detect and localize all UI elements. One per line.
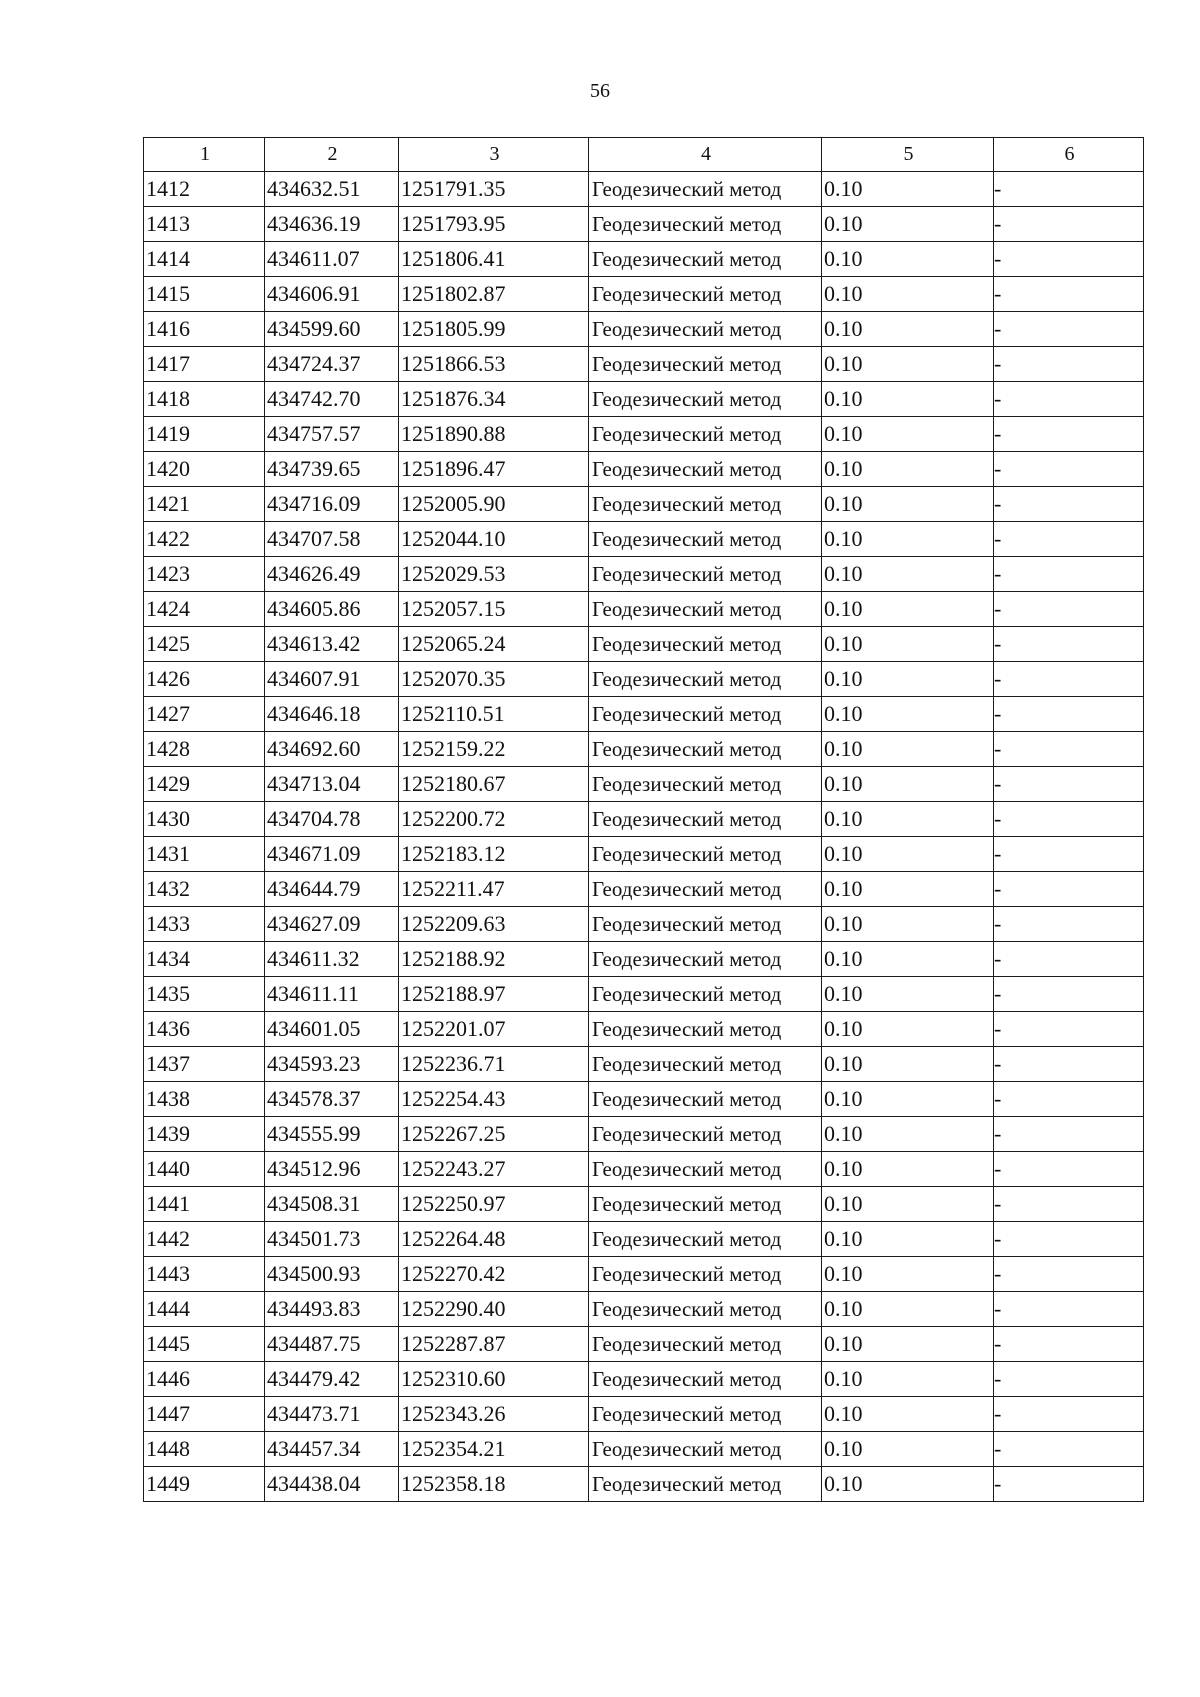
note-cell: - bbox=[994, 277, 1144, 312]
method-cell: Геодезический метод bbox=[589, 347, 822, 382]
point-number-cell: 1417 bbox=[144, 347, 265, 382]
method-cell: Геодезический метод bbox=[589, 767, 822, 802]
method-cell: Геодезический метод bbox=[589, 1257, 822, 1292]
note-cell: - bbox=[994, 1117, 1144, 1152]
y-coordinate-cell: 1252070.35 bbox=[399, 662, 589, 697]
table-row bbox=[144, 942, 1144, 977]
accuracy-cell: 0.10 bbox=[822, 872, 994, 907]
x-coordinate-cell: 434508.31 bbox=[265, 1187, 399, 1222]
accuracy-cell: 0.10 bbox=[822, 1257, 994, 1292]
table-header-row bbox=[144, 138, 1144, 172]
table-row bbox=[144, 592, 1144, 627]
accuracy-cell: 0.10 bbox=[822, 452, 994, 487]
table-row bbox=[144, 557, 1144, 592]
table-row bbox=[144, 1397, 1144, 1432]
accuracy-cell: 0.10 bbox=[822, 557, 994, 592]
table-row bbox=[144, 487, 1144, 522]
point-number-cell: 1440 bbox=[144, 1152, 265, 1187]
y-coordinate-cell: 1252183.12 bbox=[399, 837, 589, 872]
method-cell: Геодезический метод bbox=[589, 172, 822, 207]
point-number-cell: 1416 bbox=[144, 312, 265, 347]
table-row bbox=[144, 1117, 1144, 1152]
note-cell: - bbox=[994, 662, 1144, 697]
page-number: 56 bbox=[590, 80, 610, 102]
method-cell: Геодезический метод bbox=[589, 1362, 822, 1397]
accuracy-cell: 0.10 bbox=[822, 1187, 994, 1222]
table-row bbox=[144, 697, 1144, 732]
table-row bbox=[144, 1222, 1144, 1257]
note-cell: - bbox=[994, 697, 1144, 732]
point-number-cell: 1423 bbox=[144, 557, 265, 592]
x-coordinate-cell: 434611.32 bbox=[265, 942, 399, 977]
method-cell: Геодезический метод bbox=[589, 1047, 822, 1082]
x-coordinate-cell: 434607.91 bbox=[265, 662, 399, 697]
y-coordinate-cell: 1251791.35 bbox=[399, 172, 589, 207]
method-cell: Геодезический метод bbox=[589, 1327, 822, 1362]
table-row bbox=[144, 977, 1144, 1012]
x-coordinate-cell: 434605.86 bbox=[265, 592, 399, 627]
x-coordinate-cell: 434626.49 bbox=[265, 557, 399, 592]
point-number-cell: 1413 bbox=[144, 207, 265, 242]
note-cell: - bbox=[994, 1397, 1144, 1432]
point-number-cell: 1445 bbox=[144, 1327, 265, 1362]
accuracy-cell: 0.10 bbox=[822, 1117, 994, 1152]
x-coordinate-cell: 434512.96 bbox=[265, 1152, 399, 1187]
accuracy-cell: 0.10 bbox=[822, 802, 994, 837]
table-row bbox=[144, 242, 1144, 277]
note-cell: - bbox=[994, 732, 1144, 767]
y-coordinate-cell: 1251802.87 bbox=[399, 277, 589, 312]
point-number-cell: 1447 bbox=[144, 1397, 265, 1432]
note-cell: - bbox=[994, 1362, 1144, 1397]
y-coordinate-cell: 1251866.53 bbox=[399, 347, 589, 382]
note-cell: - bbox=[994, 1327, 1144, 1362]
point-number-cell: 1426 bbox=[144, 662, 265, 697]
note-cell: - bbox=[994, 767, 1144, 802]
note-cell: - bbox=[994, 557, 1144, 592]
note-cell: - bbox=[994, 942, 1144, 977]
x-coordinate-cell: 434644.79 bbox=[265, 872, 399, 907]
method-cell: Геодезический метод bbox=[589, 522, 822, 557]
x-coordinate-cell: 434611.11 bbox=[265, 977, 399, 1012]
point-number-cell: 1428 bbox=[144, 732, 265, 767]
method-cell: Геодезический метод bbox=[589, 907, 822, 942]
y-coordinate-cell: 1251793.95 bbox=[399, 207, 589, 242]
table-row bbox=[144, 452, 1144, 487]
x-coordinate-cell: 434599.60 bbox=[265, 312, 399, 347]
note-cell: - bbox=[994, 207, 1144, 242]
table-row bbox=[144, 1152, 1144, 1187]
table-row bbox=[144, 1467, 1144, 1502]
method-cell: Геодезический метод bbox=[589, 1467, 822, 1502]
note-cell: - bbox=[994, 1257, 1144, 1292]
y-coordinate-cell: 1252044.10 bbox=[399, 522, 589, 557]
x-coordinate-cell: 434646.18 bbox=[265, 697, 399, 732]
x-coordinate-cell: 434479.42 bbox=[265, 1362, 399, 1397]
y-coordinate-cell: 1252201.07 bbox=[399, 1012, 589, 1047]
accuracy-cell: 0.10 bbox=[822, 907, 994, 942]
point-number-cell: 1412 bbox=[144, 172, 265, 207]
method-cell: Геодезический метод bbox=[589, 1292, 822, 1327]
method-cell: Геодезический метод bbox=[589, 557, 822, 592]
y-coordinate-cell: 1252354.21 bbox=[399, 1432, 589, 1467]
point-number-cell: 1422 bbox=[144, 522, 265, 557]
point-number-cell: 1435 bbox=[144, 977, 265, 1012]
note-cell: - bbox=[994, 627, 1144, 662]
accuracy-cell: 0.10 bbox=[822, 1292, 994, 1327]
table-row bbox=[144, 172, 1144, 207]
note-cell: - bbox=[994, 172, 1144, 207]
x-coordinate-cell: 434757.57 bbox=[265, 417, 399, 452]
accuracy-cell: 0.10 bbox=[822, 942, 994, 977]
accuracy-cell: 0.10 bbox=[822, 1327, 994, 1362]
accuracy-cell: 0.10 bbox=[822, 767, 994, 802]
method-cell: Геодезический метод bbox=[589, 732, 822, 767]
point-number-cell: 1418 bbox=[144, 382, 265, 417]
x-coordinate-cell: 434742.70 bbox=[265, 382, 399, 417]
accuracy-cell: 0.10 bbox=[822, 1012, 994, 1047]
point-number-cell: 1442 bbox=[144, 1222, 265, 1257]
point-number-cell: 1414 bbox=[144, 242, 265, 277]
column-header: 4 bbox=[589, 138, 822, 172]
y-coordinate-cell: 1252254.43 bbox=[399, 1082, 589, 1117]
x-coordinate-cell: 434487.75 bbox=[265, 1327, 399, 1362]
x-coordinate-cell: 434636.19 bbox=[265, 207, 399, 242]
note-cell: - bbox=[994, 312, 1144, 347]
method-cell: Геодезический метод bbox=[589, 1432, 822, 1467]
accuracy-cell: 0.10 bbox=[822, 242, 994, 277]
y-coordinate-cell: 1252243.27 bbox=[399, 1152, 589, 1187]
accuracy-cell: 0.10 bbox=[822, 382, 994, 417]
table-row bbox=[144, 627, 1144, 662]
coordinates-table bbox=[143, 137, 1144, 1502]
table-row bbox=[144, 662, 1144, 697]
column-header: 2 bbox=[265, 138, 399, 172]
note-cell: - bbox=[994, 417, 1144, 452]
method-cell: Геодезический метод bbox=[589, 277, 822, 312]
accuracy-cell: 0.10 bbox=[822, 417, 994, 452]
method-cell: Геодезический метод bbox=[589, 802, 822, 837]
note-cell: - bbox=[994, 1012, 1144, 1047]
accuracy-cell: 0.10 bbox=[822, 977, 994, 1012]
y-coordinate-cell: 1252188.97 bbox=[399, 977, 589, 1012]
note-cell: - bbox=[994, 1187, 1144, 1222]
accuracy-cell: 0.10 bbox=[822, 1152, 994, 1187]
note-cell: - bbox=[994, 382, 1144, 417]
note-cell: - bbox=[994, 872, 1144, 907]
table-row bbox=[144, 312, 1144, 347]
note-cell: - bbox=[994, 1432, 1144, 1467]
method-cell: Геодезический метод bbox=[589, 977, 822, 1012]
accuracy-cell: 0.10 bbox=[822, 592, 994, 627]
method-cell: Геодезический метод bbox=[589, 1082, 822, 1117]
y-coordinate-cell: 1252159.22 bbox=[399, 732, 589, 767]
y-coordinate-cell: 1252358.18 bbox=[399, 1467, 589, 1502]
table-row bbox=[144, 1012, 1144, 1047]
y-coordinate-cell: 1252057.15 bbox=[399, 592, 589, 627]
table-row bbox=[144, 1047, 1144, 1082]
method-cell: Геодезический метод bbox=[589, 1187, 822, 1222]
x-coordinate-cell: 434493.83 bbox=[265, 1292, 399, 1327]
point-number-cell: 1439 bbox=[144, 1117, 265, 1152]
accuracy-cell: 0.10 bbox=[822, 487, 994, 522]
y-coordinate-cell: 1251896.47 bbox=[399, 452, 589, 487]
point-number-cell: 1431 bbox=[144, 837, 265, 872]
point-number-cell: 1430 bbox=[144, 802, 265, 837]
accuracy-cell: 0.10 bbox=[822, 1082, 994, 1117]
accuracy-cell: 0.10 bbox=[822, 1047, 994, 1082]
table-body bbox=[144, 172, 1144, 1502]
y-coordinate-cell: 1252005.90 bbox=[399, 487, 589, 522]
column-header: 3 bbox=[399, 138, 589, 172]
x-coordinate-cell: 434632.51 bbox=[265, 172, 399, 207]
table-row bbox=[144, 1292, 1144, 1327]
method-cell: Геодезический метод bbox=[589, 1152, 822, 1187]
x-coordinate-cell: 434593.23 bbox=[265, 1047, 399, 1082]
x-coordinate-cell: 434627.09 bbox=[265, 907, 399, 942]
accuracy-cell: 0.10 bbox=[822, 837, 994, 872]
note-cell: - bbox=[994, 1082, 1144, 1117]
table-row bbox=[144, 802, 1144, 837]
table-row bbox=[144, 207, 1144, 242]
point-number-cell: 1434 bbox=[144, 942, 265, 977]
point-number-cell: 1446 bbox=[144, 1362, 265, 1397]
table-row bbox=[144, 1432, 1144, 1467]
table-row bbox=[144, 347, 1144, 382]
y-coordinate-cell: 1252180.67 bbox=[399, 767, 589, 802]
point-number-cell: 1449 bbox=[144, 1467, 265, 1502]
y-coordinate-cell: 1251876.34 bbox=[399, 382, 589, 417]
table-row bbox=[144, 1362, 1144, 1397]
y-coordinate-cell: 1252290.40 bbox=[399, 1292, 589, 1327]
table-row bbox=[144, 767, 1144, 802]
table-row bbox=[144, 1187, 1144, 1222]
x-coordinate-cell: 434606.91 bbox=[265, 277, 399, 312]
x-coordinate-cell: 434671.09 bbox=[265, 837, 399, 872]
method-cell: Геодезический метод bbox=[589, 942, 822, 977]
accuracy-cell: 0.10 bbox=[822, 1362, 994, 1397]
point-number-cell: 1432 bbox=[144, 872, 265, 907]
x-coordinate-cell: 434716.09 bbox=[265, 487, 399, 522]
x-coordinate-cell: 434692.60 bbox=[265, 732, 399, 767]
table-row bbox=[144, 872, 1144, 907]
accuracy-cell: 0.10 bbox=[822, 1222, 994, 1257]
method-cell: Геодезический метод bbox=[589, 697, 822, 732]
y-coordinate-cell: 1252270.42 bbox=[399, 1257, 589, 1292]
table-row bbox=[144, 837, 1144, 872]
y-coordinate-cell: 1252110.51 bbox=[399, 697, 589, 732]
point-number-cell: 1438 bbox=[144, 1082, 265, 1117]
accuracy-cell: 0.10 bbox=[822, 277, 994, 312]
accuracy-cell: 0.10 bbox=[822, 732, 994, 767]
x-coordinate-cell: 434555.99 bbox=[265, 1117, 399, 1152]
note-cell: - bbox=[994, 1047, 1144, 1082]
method-cell: Геодезический метод bbox=[589, 312, 822, 347]
table-row bbox=[144, 1082, 1144, 1117]
column-header: 6 bbox=[994, 138, 1144, 172]
point-number-cell: 1437 bbox=[144, 1047, 265, 1082]
accuracy-cell: 0.10 bbox=[822, 1467, 994, 1502]
method-cell: Геодезический метод bbox=[589, 417, 822, 452]
table-row bbox=[144, 277, 1144, 312]
y-coordinate-cell: 1252029.53 bbox=[399, 557, 589, 592]
x-coordinate-cell: 434611.07 bbox=[265, 242, 399, 277]
point-number-cell: 1424 bbox=[144, 592, 265, 627]
note-cell: - bbox=[994, 977, 1144, 1012]
note-cell: - bbox=[994, 522, 1144, 557]
x-coordinate-cell: 434457.34 bbox=[265, 1432, 399, 1467]
column-header: 5 bbox=[822, 138, 994, 172]
method-cell: Геодезический метод bbox=[589, 1397, 822, 1432]
point-number-cell: 1443 bbox=[144, 1257, 265, 1292]
table-row bbox=[144, 1257, 1144, 1292]
column-header: 1 bbox=[144, 138, 265, 172]
x-coordinate-cell: 434739.65 bbox=[265, 452, 399, 487]
y-coordinate-cell: 1252343.26 bbox=[399, 1397, 589, 1432]
method-cell: Геодезический метод bbox=[589, 382, 822, 417]
y-coordinate-cell: 1252310.60 bbox=[399, 1362, 589, 1397]
note-cell: - bbox=[994, 592, 1144, 627]
y-coordinate-cell: 1252065.24 bbox=[399, 627, 589, 662]
y-coordinate-cell: 1252236.71 bbox=[399, 1047, 589, 1082]
note-cell: - bbox=[994, 1467, 1144, 1502]
note-cell: - bbox=[994, 1292, 1144, 1327]
note-cell: - bbox=[994, 802, 1144, 837]
point-number-cell: 1448 bbox=[144, 1432, 265, 1467]
point-number-cell: 1419 bbox=[144, 417, 265, 452]
y-coordinate-cell: 1252267.25 bbox=[399, 1117, 589, 1152]
table-row bbox=[144, 732, 1144, 767]
accuracy-cell: 0.10 bbox=[822, 172, 994, 207]
point-number-cell: 1441 bbox=[144, 1187, 265, 1222]
note-cell: - bbox=[994, 837, 1144, 872]
accuracy-cell: 0.10 bbox=[822, 207, 994, 242]
y-coordinate-cell: 1252287.87 bbox=[399, 1327, 589, 1362]
table-row bbox=[144, 417, 1144, 452]
x-coordinate-cell: 434473.71 bbox=[265, 1397, 399, 1432]
y-coordinate-cell: 1251806.41 bbox=[399, 242, 589, 277]
point-number-cell: 1429 bbox=[144, 767, 265, 802]
point-number-cell: 1421 bbox=[144, 487, 265, 522]
point-number-cell: 1415 bbox=[144, 277, 265, 312]
y-coordinate-cell: 1252200.72 bbox=[399, 802, 589, 837]
accuracy-cell: 0.10 bbox=[822, 627, 994, 662]
x-coordinate-cell: 434713.04 bbox=[265, 767, 399, 802]
point-number-cell: 1433 bbox=[144, 907, 265, 942]
point-number-cell: 1420 bbox=[144, 452, 265, 487]
method-cell: Геодезический метод bbox=[589, 207, 822, 242]
accuracy-cell: 0.10 bbox=[822, 662, 994, 697]
point-number-cell: 1427 bbox=[144, 697, 265, 732]
method-cell: Геодезический метод bbox=[589, 1012, 822, 1047]
y-coordinate-cell: 1252264.48 bbox=[399, 1222, 589, 1257]
x-coordinate-cell: 434501.73 bbox=[265, 1222, 399, 1257]
accuracy-cell: 0.10 bbox=[822, 1432, 994, 1467]
note-cell: - bbox=[994, 452, 1144, 487]
x-coordinate-cell: 434704.78 bbox=[265, 802, 399, 837]
note-cell: - bbox=[994, 347, 1144, 382]
table-row bbox=[144, 907, 1144, 942]
y-coordinate-cell: 1252188.92 bbox=[399, 942, 589, 977]
method-cell: Геодезический метод bbox=[589, 1117, 822, 1152]
x-coordinate-cell: 434613.42 bbox=[265, 627, 399, 662]
accuracy-cell: 0.10 bbox=[822, 312, 994, 347]
accuracy-cell: 0.10 bbox=[822, 697, 994, 732]
method-cell: Геодезический метод bbox=[589, 627, 822, 662]
note-cell: - bbox=[994, 907, 1144, 942]
x-coordinate-cell: 434500.93 bbox=[265, 1257, 399, 1292]
method-cell: Геодезический метод bbox=[589, 837, 822, 872]
table-row bbox=[144, 382, 1144, 417]
y-coordinate-cell: 1251805.99 bbox=[399, 312, 589, 347]
method-cell: Геодезический метод bbox=[589, 872, 822, 907]
x-coordinate-cell: 434707.58 bbox=[265, 522, 399, 557]
y-coordinate-cell: 1251890.88 bbox=[399, 417, 589, 452]
y-coordinate-cell: 1252211.47 bbox=[399, 872, 589, 907]
table-row bbox=[144, 522, 1144, 557]
point-number-cell: 1436 bbox=[144, 1012, 265, 1047]
x-coordinate-cell: 434724.37 bbox=[265, 347, 399, 382]
x-coordinate-cell: 434601.05 bbox=[265, 1012, 399, 1047]
note-cell: - bbox=[994, 1152, 1144, 1187]
method-cell: Геодезический метод bbox=[589, 662, 822, 697]
note-cell: - bbox=[994, 487, 1144, 522]
method-cell: Геодезический метод bbox=[589, 452, 822, 487]
method-cell: Геодезический метод bbox=[589, 1222, 822, 1257]
method-cell: Геодезический метод bbox=[589, 592, 822, 627]
note-cell: - bbox=[994, 242, 1144, 277]
point-number-cell: 1425 bbox=[144, 627, 265, 662]
method-cell: Геодезический метод bbox=[589, 242, 822, 277]
y-coordinate-cell: 1252250.97 bbox=[399, 1187, 589, 1222]
note-cell: - bbox=[994, 1222, 1144, 1257]
table-row bbox=[144, 1327, 1144, 1362]
accuracy-cell: 0.10 bbox=[822, 1397, 994, 1432]
x-coordinate-cell: 434438.04 bbox=[265, 1467, 399, 1502]
accuracy-cell: 0.10 bbox=[822, 347, 994, 382]
x-coordinate-cell: 434578.37 bbox=[265, 1082, 399, 1117]
accuracy-cell: 0.10 bbox=[822, 522, 994, 557]
method-cell: Геодезический метод bbox=[589, 487, 822, 522]
y-coordinate-cell: 1252209.63 bbox=[399, 907, 589, 942]
point-number-cell: 1444 bbox=[144, 1292, 265, 1327]
